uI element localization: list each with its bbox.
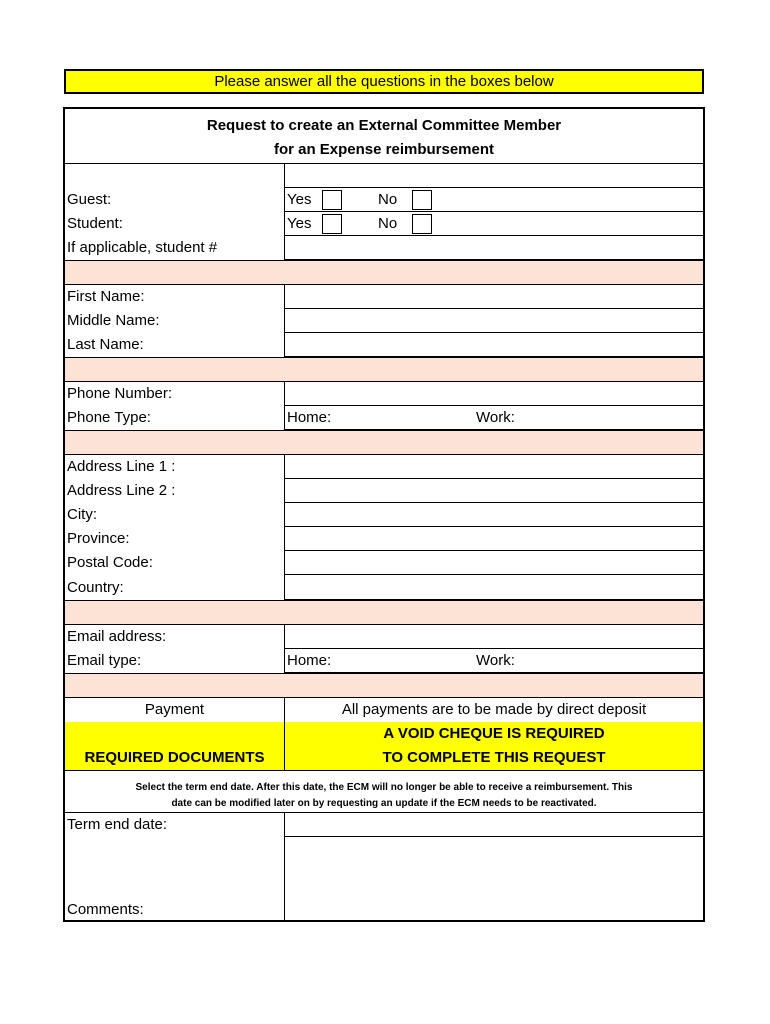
student-yes-label: Yes <box>287 215 312 232</box>
term-note-line1: Select the term end date. After this date, the ECM will no longer be able to receive a reimbursement. This <box>135 782 633 793</box>
last-name-input[interactable] <box>284 333 703 357</box>
middle-name-label: Middle Name: <box>67 312 160 329</box>
void-cheque-line1: A VOID CHEQUE IS REQUIRED <box>383 725 605 742</box>
student-number-input[interactable] <box>284 236 703 260</box>
email-type-home[interactable]: Home: <box>287 652 332 669</box>
guest-yes-checkbox[interactable] <box>322 190 342 210</box>
first-name-label: First Name: <box>67 288 145 305</box>
last-name-label: Last Name: <box>67 336 144 353</box>
address-line1-input[interactable] <box>284 455 703 479</box>
first-name-input[interactable] <box>284 285 703 309</box>
section-separator <box>65 357 703 382</box>
instruction-banner: Please answer all the questions in the boxes below <box>64 69 704 94</box>
postal-code-label: Postal Code: <box>67 554 153 571</box>
required-documents-label: REQUIRED DOCUMENTS <box>84 749 265 766</box>
guest-cell <box>284 188 703 212</box>
term-end-date-label: Term end date: <box>67 816 168 833</box>
section-separator <box>65 430 703 455</box>
student-no-checkbox[interactable] <box>412 214 432 234</box>
province-label: Province: <box>67 530 130 547</box>
phone-type-home[interactable]: Home: <box>287 409 332 426</box>
email-type-work[interactable]: Work: <box>476 652 515 669</box>
term-end-date-input[interactable] <box>284 812 703 837</box>
form-title-line1: Request to create an External Committee Member <box>206 117 562 134</box>
section-separator <box>65 260 703 285</box>
country-input[interactable] <box>284 575 703 600</box>
city-input[interactable] <box>284 503 703 527</box>
phone-type-work[interactable]: Work: <box>476 409 515 426</box>
form-title-line2: for an Expense reimbursement <box>273 141 495 158</box>
guest-label: Guest: <box>67 191 112 208</box>
phone-number-label: Phone Number: <box>67 385 173 402</box>
section-separator <box>65 600 703 625</box>
student-no-label: No <box>378 215 398 232</box>
email-address-input[interactable] <box>284 625 703 649</box>
province-input[interactable] <box>284 527 703 551</box>
section-separator <box>65 673 703 698</box>
divider <box>65 770 703 771</box>
phone-number-input[interactable] <box>284 382 703 406</box>
guest-no-checkbox[interactable] <box>412 190 432 210</box>
address-line1-label: Address Line 1 : <box>67 458 176 475</box>
middle-name-input[interactable] <box>284 309 703 333</box>
guest-yes-label: Yes <box>287 191 312 208</box>
term-note-line2: date can be modified later on by requesting an update if the ECM needs to be reactivated. <box>171 798 597 809</box>
email-type-label: Email type: <box>67 652 142 669</box>
student-number-label: If applicable, student # <box>67 239 218 256</box>
address-line2-label: Address Line 2 : <box>67 482 176 499</box>
phone-type-label: Phone Type: <box>67 409 151 426</box>
ecm-request-form <box>63 107 705 922</box>
comments-label: Comments: <box>67 901 144 918</box>
student-cell <box>284 212 703 236</box>
country-label: Country: <box>67 579 124 596</box>
address-line2-input[interactable] <box>284 479 703 503</box>
email-address-label: Email address: <box>67 628 167 645</box>
payment-method-text: All payments are to be made by direct deposit <box>341 701 647 718</box>
payment-label: Payment <box>144 701 205 718</box>
void-cheque-line2: TO COMPLETE THIS REQUEST <box>382 749 606 766</box>
comments-input[interactable] <box>284 837 285 920</box>
postal-code-input[interactable] <box>284 551 703 575</box>
student-label: Student: <box>67 215 123 232</box>
city-label: City: <box>67 506 97 523</box>
blank-cell <box>284 163 703 188</box>
student-yes-checkbox[interactable] <box>322 214 342 234</box>
guest-no-label: No <box>378 191 398 208</box>
